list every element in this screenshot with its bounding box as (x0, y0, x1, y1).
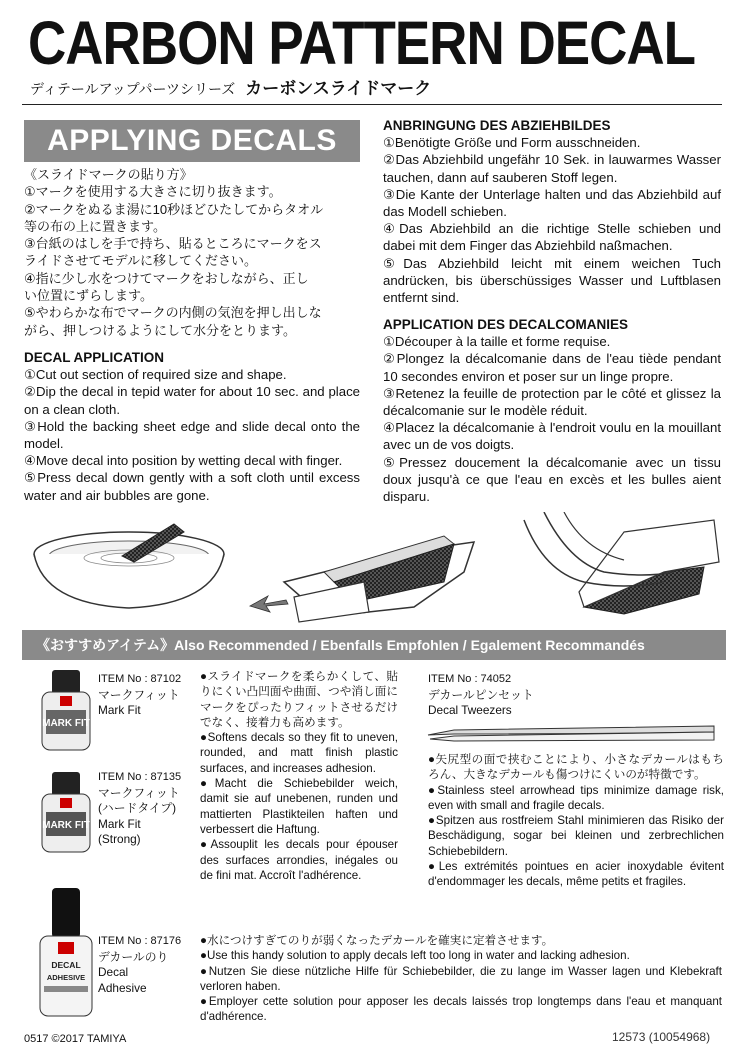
mark-fit-bottle-label: MARK FIT (42, 718, 90, 729)
japanese-line: い位置にずらします。 (24, 288, 153, 304)
mark-fit-bottle-image (38, 670, 94, 752)
decal-adhesive-desc-en: ●Use this handy solution to apply decals left too long in water and lacking adhesion. (200, 949, 630, 963)
mark-fit-strong-item-no: ITEM No : 87135 (98, 771, 182, 783)
english-step: ⑤Press decal down gently with a soft cloth until excess water and air bubbles are gone. (24, 470, 360, 503)
japanese-heading: 《スライドマークの貼り方》 (24, 167, 193, 182)
japanese-line: ⑤やわらかな布でマークの内側の気泡を押し出しな (24, 305, 322, 321)
tweezers-desc-jp: ●矢尻型の面で挟むことにより、小さなデカールはもちろん、大きなデカールも傷つけにくいのが特徴です。 (428, 753, 724, 782)
decal-adhesive-info (98, 934, 181, 996)
german-step: ④Das Abziehbild an die richtige Stelle schieben und dabei mit dem Finger das Abziehbild naßmachen. (383, 221, 721, 254)
mark-fit-jp-name: マークフィット (98, 687, 180, 702)
mark-fit-en-name: Mark Fit (98, 703, 141, 717)
tweezers-en-name: Decal Tweezers (428, 703, 512, 717)
press-decal-illustration (524, 512, 719, 614)
english-step: ③Hold the backing sheet edge and slide decal onto the model. (24, 418, 360, 452)
mark-fit-strong-info (98, 770, 181, 848)
mark-fit-strong-bottle-label: MARK FIT (42, 820, 90, 831)
french-step: ④Placez la décalcomanie à l'endroit voulu en la mouillant avec un de vos doigts. (383, 420, 721, 453)
decal-adhesive-desc-de: ●Nutzen Sie diese nützliche Hilfe für Schiebebilder, die zu lange im Wasser lagen und Klebekraft verloren haben. (200, 964, 722, 993)
japanese-line: ①マークを使用する大きさに切り抜きます。 (24, 184, 282, 200)
decal-adhesive-item-no: ITEM No : 87176 (98, 935, 182, 947)
japanese-line: ③台紙のはしを手で持ち、貼るところにマークをス (24, 236, 322, 252)
water-bowl-illustration (34, 524, 224, 608)
slide-decal-illustration (250, 536, 474, 622)
subtitle-series: ディテールアップパーツシリーズ (30, 81, 236, 97)
recommended-bar: 《おすすめアイテム》Also Recommended / Ebenfalls Empfohlen / Egalement Recommandés (22, 630, 726, 660)
german-step: ③Die Kante der Unterlage halten und das Abziehbild auf das Modell schieben. (383, 186, 721, 220)
decal-adhesive-bottle-label-2: ADHESIVE (46, 973, 86, 982)
decal-adhesive-description (200, 933, 722, 1025)
decal-adhesive-bottle-image (34, 888, 98, 1018)
footer-code: 12573 (10054968) (612, 1030, 711, 1044)
mark-fit-desc-de: ●Macht die Schiebebilder weich, damit sie auf unebenen, runden und mattierten Plastikteilen haften und verbessert die Haftung. (200, 777, 398, 836)
mark-fit-strong-jp-name: マークフィット (98, 785, 180, 800)
tweezers-description (428, 752, 724, 890)
japanese-line: 等の布の上に置きます。 (24, 218, 166, 234)
decal-adhesive-en-name-1: Decal (98, 965, 129, 979)
english-step: ①Cut out section of required size and shape. (24, 367, 287, 383)
french-heading: APPLICATION DES DECALCOMANIES (383, 317, 629, 332)
japanese-line: ②マークをぬるま湯に10秒ほどひたしてからタオル (24, 201, 324, 217)
english-step: ④Move decal into position by wetting decal with finger. (24, 453, 343, 469)
english-instructions (24, 349, 360, 504)
french-instructions (383, 316, 721, 505)
mark-fit-item-no: ITEM No : 87102 (98, 673, 182, 685)
mark-fit-description (200, 669, 398, 883)
decal-adhesive-jp-name: デカールのり (98, 949, 169, 964)
mark-fit-strong-jp-type: (ハードタイプ) (98, 801, 177, 815)
japanese-line: ライドさせてモデルに移してください。 (24, 253, 257, 269)
page-title: CARBON PATTERN DECAL (28, 9, 696, 78)
subtitle-name: カーボンスライドマーク (245, 79, 432, 98)
tweezers-desc-fr: ●Les extrémités pointues en acier inoxydable évitent d'endommager les decals, même petits et fragiles. (428, 860, 724, 889)
page-subtitle (30, 80, 431, 98)
french-step: ②Plongez la décalcomanie dans de l'eau tiède pendant 10 secondes environ et poser sur un linge propre. (383, 351, 721, 384)
divider (22, 104, 722, 105)
tweezers-item-no: ITEM No : 74052 (428, 673, 512, 685)
mark-fit-desc-en: ●Softens decals so they fit to uneven, rounded, and matt finish plastic surfaces, and increases adhesion. (200, 731, 398, 775)
tweezers-desc-de: ●Spitzen aus rostfreiem Stahl minimieren das Risiko der Beschädigung, sogar bei kleinen und zerbrechlichen Schiebebildern. (428, 814, 724, 858)
english-step: ②Dip the decal in tepid water for about 10 sec. and place on a clean cloth. (24, 384, 360, 417)
french-step: ③Retenez la feuille de protection par le côté et glissez la décalcomanie sur le modèle réduit. (383, 385, 721, 419)
english-heading: DECAL APPLICATION (24, 350, 165, 365)
german-step: ⑤Das Abziehbild leicht mit einem weichen Tuch andrücken, bis überschüssiges Wasser und Luftblasen entfernt sind. (383, 255, 721, 306)
german-heading: ANBRINGUNG DES ABZIEHBILDES (383, 118, 611, 133)
tweezers-jp-name: デカールピンセット (428, 687, 534, 702)
french-step: ①Découper à la taille et forme requise. (383, 334, 611, 350)
decal-adhesive-desc-fr: ●Employer cette solution pour apposer les decals laissés trop longtemps dans l'eau et manquant d'adhérence. (200, 995, 722, 1024)
japanese-line: がら、押しつけるようにして水分をとります。 (24, 322, 296, 338)
section-banner: APPLYING DECALS (24, 120, 360, 162)
decal-adhesive-bottle-label-1: DECAL (51, 960, 81, 970)
decal-adhesive-desc-jp: ●水につけすぎてのりが弱くなったデカールを確実に定着させます。 (200, 934, 554, 947)
mark-fit-strong-bottle-image (38, 772, 94, 854)
mark-fit-strong-en-type: (Strong) (98, 832, 141, 846)
decal-adhesive-en-name-2: Adhesive (98, 980, 147, 995)
mark-fit-desc-fr: ●Assouplit les decals pour épouser des surfaces arrondies, inégales ou de fini mat. Accroît l'adhérence. (200, 838, 398, 882)
mark-fit-info (98, 672, 181, 719)
german-step: ②Das Abziehbild ungefähr 10 Sek. in lauwarmes Wasser tauchen, dann auf sauberen Stoff legen. (383, 152, 721, 185)
footer-copyright: 0517 ©2017 TAMIYA (24, 1033, 127, 1045)
mark-fit-desc-jp: ●スライドマークを柔らかくして、貼りにくい凸凹面や曲面、つや消し面にマークをぴったりフィットさせるだけでなく、接着力も高めます。 (200, 670, 398, 729)
german-step: ①Benötigte Größe und Form ausschneiden. (383, 135, 641, 151)
japanese-instructions (24, 166, 360, 339)
french-step: ⑤Pressez doucement la décalcomanie avec un tissu doux jusqu'à ce que l'eau en excès et les bulles aient disparu. (383, 454, 721, 505)
japanese-line: ④指に少し水をつけてマークをおしながら、正し (24, 270, 309, 286)
mark-fit-strong-en-name: Mark Fit (98, 816, 141, 831)
tweezers-image (424, 720, 724, 748)
application-illustrations (24, 512, 724, 627)
tweezers-info (428, 672, 534, 719)
german-instructions (383, 117, 721, 306)
tweezers-desc-en: ●Stainless steel arrowhead tips minimize damage risk, even with small and fragile decals. (428, 783, 724, 812)
